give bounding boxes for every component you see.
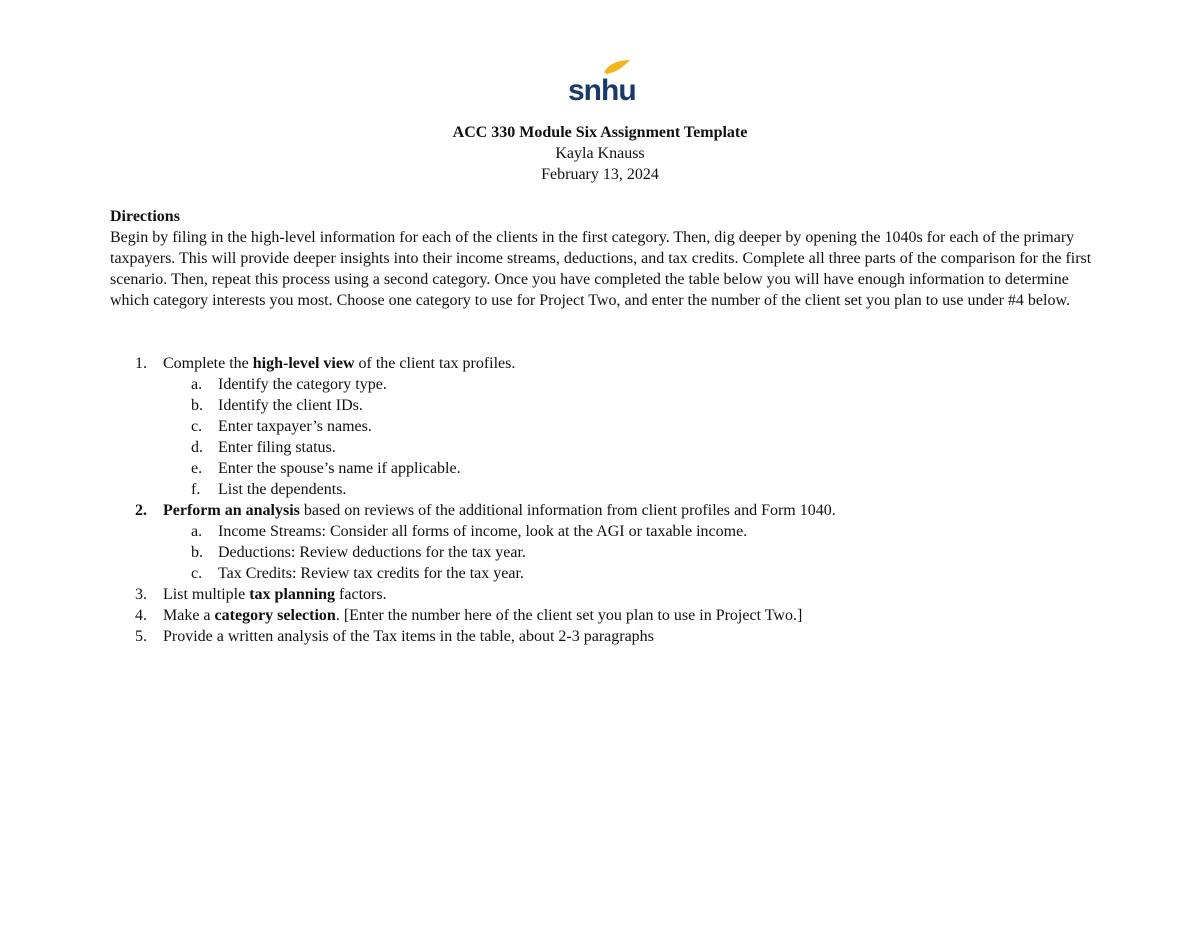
step-number: 5. — [135, 628, 147, 645]
substep-item — [163, 563, 1110, 584]
step-bold-text: Perform an analysis — [163, 502, 300, 519]
substep-text: Enter filing status. — [218, 439, 336, 456]
step-item — [110, 353, 1110, 500]
svg-text:snhu: snhu — [568, 74, 636, 104]
substep-letter: c. — [191, 418, 203, 435]
step-text: Provide a written analysis of the Tax items in the table, about 2-3 paragraphs — [163, 628, 654, 645]
substep-item — [163, 458, 1110, 479]
substep-text: Deductions: Review deductions for the tax year. — [218, 544, 526, 561]
substep-item — [163, 395, 1110, 416]
snhu-logo — [566, 58, 636, 104]
step-text: factors. — [335, 586, 387, 603]
author-name: Kayla Knauss — [555, 145, 645, 162]
step-text: Make a — [163, 607, 215, 624]
substep-item — [163, 416, 1110, 437]
step-text: of the client tax profiles. — [354, 355, 516, 372]
directions-body: Begin by filing in the high-level information for each of the clients in the first category. Then, dig deeper by opening the 1040s for each of the primary taxpayers. This will provide deeper insights into their income streams, deductions, and tax credits. Complete all three parts of the comparison for the first scenario. Then, repeat this process using a second category. Once you have completed the table below you will have enough information to determine which category interests you most. Choose one category to use for Project Two, and enter the number of the client set you plan to use under #4 below. — [110, 229, 1092, 309]
step-text: based on reviews of the additional information from client profiles and Form 1040. — [299, 502, 836, 519]
step-number: 1. — [135, 355, 147, 372]
step-text: List multiple — [163, 586, 250, 603]
substep-letter: d. — [191, 439, 203, 456]
step-item — [110, 500, 1110, 584]
step-item — [110, 605, 1110, 626]
step-number: 2. — [135, 502, 147, 519]
document-title: ACC 330 Module Six Assignment Template — [452, 124, 748, 141]
steps-list — [110, 353, 1110, 647]
document-header — [0, 122, 1200, 185]
substep-letter: e. — [191, 460, 203, 477]
substep-text: Identify the client IDs. — [218, 397, 363, 414]
substep-item — [163, 437, 1110, 458]
substep-item — [163, 521, 1110, 542]
substeps-list — [163, 521, 1110, 584]
step-bold-text: tax planning — [249, 586, 336, 603]
step-number: 4. — [135, 607, 147, 624]
step-number: 3. — [135, 586, 147, 603]
substep-item — [163, 542, 1110, 563]
substep-text: Identify the category type. — [218, 376, 387, 393]
substep-letter: a. — [191, 523, 203, 540]
substep-text: Enter the spouse’s name if applicable. — [218, 460, 461, 477]
substeps-list — [163, 374, 1110, 500]
substep-letter: f. — [191, 481, 201, 498]
step-text: Complete the — [163, 355, 253, 372]
substep-text: Income Streams: Consider all forms of income, look at the AGI or taxable income. — [218, 523, 748, 540]
substep-text: List the dependents. — [218, 481, 347, 498]
step-item — [110, 626, 1110, 647]
step-bold-text: category selection — [214, 607, 336, 624]
substep-text: Enter taxpayer’s names. — [218, 418, 372, 435]
substep-letter: a. — [191, 376, 203, 393]
step-bold-text: high-level view — [252, 355, 355, 372]
substep-item — [163, 374, 1110, 395]
directions-section — [110, 206, 1100, 311]
substep-letter: b. — [191, 544, 203, 561]
directions-heading: Directions — [110, 208, 180, 225]
step-text: . [Enter the number here of the client set you plan to use in Project Two.] — [335, 607, 803, 624]
substep-item — [163, 479, 1110, 500]
substep-letter: b. — [191, 397, 203, 414]
substep-letter: c. — [191, 565, 203, 582]
substep-text: Tax Credits: Review tax credits for the tax year. — [218, 565, 524, 582]
document-date: February 13, 2024 — [541, 166, 659, 183]
step-item — [110, 584, 1110, 605]
